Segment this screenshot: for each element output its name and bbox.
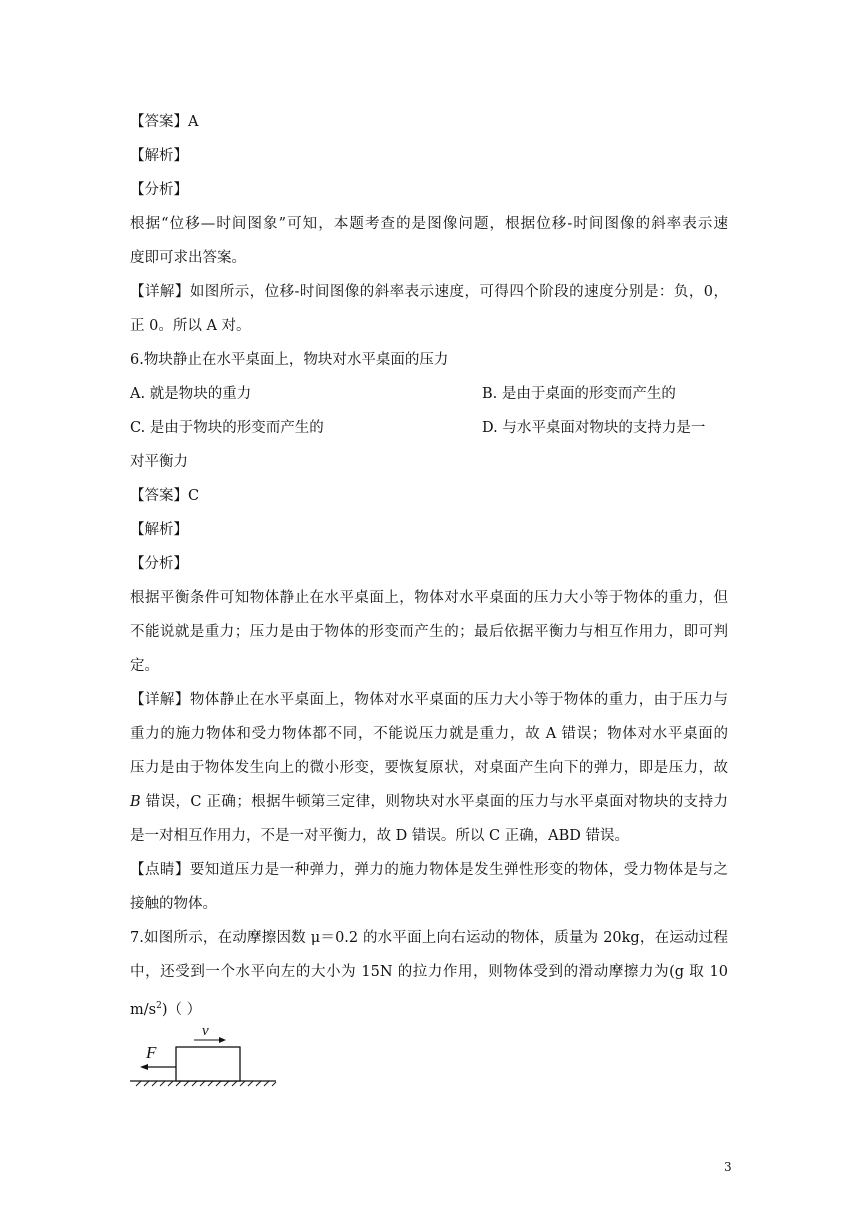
q6-detail-line: 【详解】物体静止在水平桌面上，物体对水平桌面的压力大小等于物体的重力，由于压力与 xyxy=(130,692,728,708)
force-label: F xyxy=(146,1043,157,1062)
force-arrowhead xyxy=(140,1064,148,1070)
q6-analysis-heading: 【解析】 xyxy=(130,522,188,538)
q5-analysis-heading: 【解析】 xyxy=(130,148,188,164)
ground-hatching xyxy=(136,1081,276,1086)
superscript-2: 2 xyxy=(156,1001,162,1011)
q5-detail-line: 正 0。所以 A 对。 xyxy=(130,318,251,334)
q5-fenxi-line: 度即可求出答案。 xyxy=(130,250,246,266)
q6-option-d-cont: 对平衡力 xyxy=(130,454,188,470)
q7-stem-line: 中，还受到一个水平向左的大小为 15N 的拉力作用，则物体受到的滑动摩擦力为(g 取 10 xyxy=(130,964,728,980)
velocity-arrowhead xyxy=(219,1037,226,1043)
block-force-diagram xyxy=(130,1020,290,1090)
q6-fenxi-line: 不能说就是重力；压力是由于物体的形变而产生的；最后依据平衡力与相互作用力，即可判 xyxy=(130,624,728,640)
q5-fenxi-line: 根据“位移—时间图象”可知，本题考查的是图像问题，根据位移-时间图像的斜率表示速 xyxy=(130,216,728,232)
q6-detail-rest: 错误，C 正确；根据牛顿第三定律，则物块对水平桌面的压力与水平桌面对物块的支持力 xyxy=(140,794,728,810)
block xyxy=(176,1047,240,1081)
blank-parentheses: )（ ） xyxy=(161,1001,202,1018)
italic-b: B xyxy=(130,794,141,810)
q5-answer: 【答案】A xyxy=(130,114,199,130)
q6-stem: 6.物块静止在水平桌面上，物块对水平桌面的压力 xyxy=(130,352,449,368)
q5-fenxi-heading: 【分析】 xyxy=(130,182,188,198)
unit-text: m/s xyxy=(130,1001,157,1018)
q6-option-b: B. 是由于桌面的形变而产生的 xyxy=(482,386,676,402)
q6-detail-line: 重力的施力物体和受力物体都不同，不能说压力就是重力，故 A 错误；物体对水平桌面的 xyxy=(130,726,728,742)
q6-option-a: A. 就是物块的重力 xyxy=(130,386,252,402)
q6-dianjing-line: 接触的物体。 xyxy=(130,896,217,912)
q7-stem-line: 7.如图所示，在动摩擦因数 μ＝0.2 的水平面上向右运动的物体，质量为 20kg，在运动过程 xyxy=(130,930,728,946)
q6-answer: 【答案】C xyxy=(130,488,200,504)
q5-detail-line: 【详解】如图所示，位移-时间图像的斜率表示速度，可得四个阶段的速度分别是：负，0， xyxy=(130,284,728,300)
q6-option-d: D. 与水平桌面对物块的支持力是一 xyxy=(482,420,706,436)
q6-fenxi-heading: 【分析】 xyxy=(130,556,188,572)
page-number: 3 xyxy=(724,1160,732,1174)
q7-stem-line xyxy=(130,996,201,1020)
q6-fenxi-line: 定。 xyxy=(130,658,159,674)
q6-detail-line xyxy=(130,792,728,812)
velocity-label: v xyxy=(202,1023,209,1039)
q6-detail-line: 压力是由于物体发生向上的微小形变，要恢复原状，对桌面产生向下的弹力，即是压力，故 xyxy=(130,760,728,776)
q6-fenxi-line: 根据平衡条件可知物体静止在水平桌面上，物体对水平桌面的压力大小等于物体的重力，但 xyxy=(130,590,728,606)
q6-detail-line: 是一对相互作用力，不是一对平衡力，故 D 错误。所以 C 正确，ABD 错误。 xyxy=(130,828,630,844)
q6-option-c: C. 是由于物块的形变而产生的 xyxy=(130,420,324,436)
q6-dianjing-line: 【点睛】要知道压力是一种弹力，弹力的施力物体是发生弹性形变的物体，受力物体是与之 xyxy=(130,862,728,878)
